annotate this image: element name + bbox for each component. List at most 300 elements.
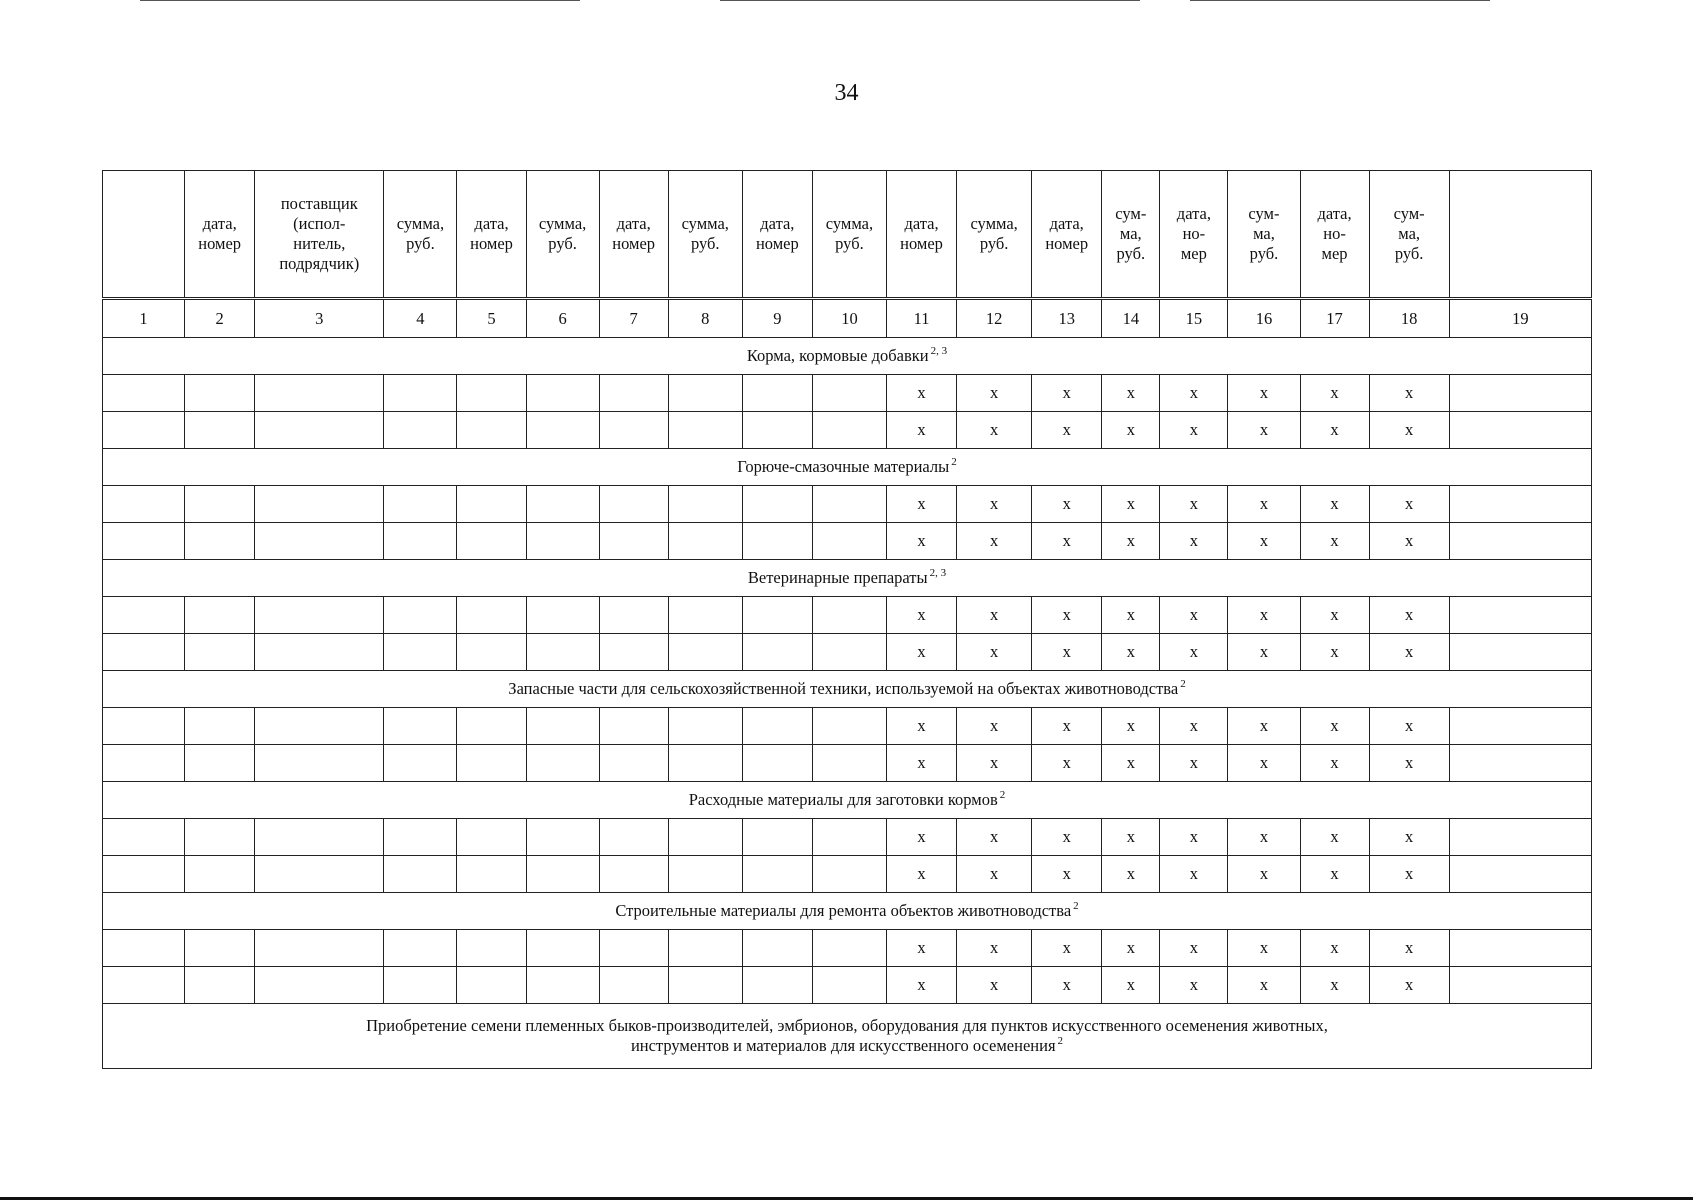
column-number-cell (668, 299, 742, 338)
column-number-cell (255, 299, 384, 338)
cross-mark-cell (1369, 819, 1449, 856)
cross-mark-cell (1228, 745, 1300, 782)
header-cell (812, 171, 886, 299)
cross-mark-cell-text: x (1126, 605, 1135, 625)
empty-cell (1449, 967, 1591, 1004)
cross-mark-cell (1160, 486, 1228, 523)
cross-mark-cell (1160, 375, 1228, 412)
section-header-row (103, 1004, 1592, 1069)
cross-mark-cell (887, 967, 957, 1004)
empty-cell (599, 819, 668, 856)
cross-mark-cell (1102, 930, 1160, 967)
cross-mark-cell-text: x (1126, 531, 1135, 551)
cross-mark-cell (1160, 634, 1228, 671)
cross-mark-cell (957, 745, 1032, 782)
empty-cell (812, 375, 886, 412)
cross-mark-cell (887, 375, 957, 412)
cross-mark-cell-text: x (1062, 864, 1071, 884)
cross-mark-cell-text: x (1405, 605, 1414, 625)
cross-mark-cell (887, 856, 957, 893)
empty-cell (457, 523, 526, 560)
cross-mark-cell (1160, 930, 1228, 967)
empty-cell (742, 856, 812, 893)
cross-mark-cell (1369, 708, 1449, 745)
cross-mark-cell-text: x (917, 420, 926, 440)
table-row (103, 819, 1592, 856)
empty-cell (255, 597, 384, 634)
empty-cell (103, 634, 185, 671)
column-number-cell-text: 1 (139, 308, 148, 328)
empty-cell (1449, 597, 1591, 634)
empty-cell (526, 486, 599, 523)
empty-cell (457, 597, 526, 634)
empty-cell (742, 412, 812, 449)
cross-mark-cell (1160, 856, 1228, 893)
empty-cell (812, 856, 886, 893)
cross-mark-cell (1032, 486, 1102, 523)
cross-mark-cell (1369, 486, 1449, 523)
cross-mark-cell (1032, 523, 1102, 560)
cross-mark-cell-text: x (1330, 716, 1339, 736)
cross-mark-cell-text: x (917, 864, 926, 884)
cross-mark-cell-text: x (1062, 494, 1071, 514)
empty-cell (384, 523, 457, 560)
cross-mark-cell-text: x (1062, 605, 1071, 625)
empty-cell (526, 523, 599, 560)
cross-mark-cell-text: x (1330, 975, 1339, 995)
cross-mark-cell (1228, 412, 1300, 449)
cross-mark-cell-text: x (1189, 938, 1198, 958)
cross-mark-cell-text: x (1126, 975, 1135, 995)
table-row (103, 930, 1592, 967)
cross-mark-cell-text: x (990, 531, 999, 551)
empty-cell (742, 819, 812, 856)
header-cell (957, 171, 1032, 299)
column-number-cell-text: 6 (558, 308, 567, 328)
header-cell-text: сум- ма, руб. (1248, 204, 1280, 263)
cross-mark-cell (1160, 708, 1228, 745)
cross-mark-cell (1300, 523, 1369, 560)
cross-mark-cell (1300, 597, 1369, 634)
column-number-cell (1102, 299, 1160, 338)
cross-mark-cell-text: x (1330, 938, 1339, 958)
cross-mark-cell-text: x (1189, 975, 1198, 995)
column-number-cell-text: 11 (913, 308, 930, 328)
cross-mark-cell (957, 486, 1032, 523)
empty-cell (742, 930, 812, 967)
empty-cell (599, 856, 668, 893)
table-row (103, 745, 1592, 782)
empty-cell (185, 708, 255, 745)
cross-mark-cell (1160, 597, 1228, 634)
cross-mark-cell (957, 412, 1032, 449)
cross-mark-cell-text: x (1405, 938, 1414, 958)
cross-mark-cell (1032, 967, 1102, 1004)
table-row (103, 412, 1592, 449)
cross-mark-cell-text: x (990, 420, 999, 440)
empty-cell (599, 597, 668, 634)
empty-cell (255, 523, 384, 560)
cross-mark-cell (887, 708, 957, 745)
cross-mark-cell-text: x (990, 605, 999, 625)
cross-mark-cell (1300, 930, 1369, 967)
cross-mark-cell-text: x (1259, 827, 1269, 847)
empty-cell (255, 856, 384, 893)
cross-mark-cell-text: x (1259, 753, 1269, 773)
scan-edge-line (1190, 0, 1490, 1)
empty-cell (103, 708, 185, 745)
column-number-cell (742, 299, 812, 338)
empty-cell (812, 745, 886, 782)
section-title: Горюче-смазочные материалы (737, 457, 950, 477)
cross-mark-cell (1369, 634, 1449, 671)
header-cell-text: сумма, руб. (396, 214, 445, 253)
cross-mark-cell-text: x (1259, 420, 1269, 440)
empty-cell (457, 819, 526, 856)
empty-cell (255, 708, 384, 745)
empty-cell (1449, 930, 1591, 967)
column-number-cell-text: 14 (1122, 308, 1140, 328)
cross-mark-cell (957, 708, 1032, 745)
empty-cell (457, 634, 526, 671)
cross-mark-cell-text: x (1405, 716, 1414, 736)
cross-mark-cell-text: x (917, 716, 926, 736)
header-cell (887, 171, 957, 299)
column-number-cell (887, 299, 957, 338)
section-title-cell (103, 893, 1592, 930)
empty-cell (457, 930, 526, 967)
header-cell-text: дата, номер (198, 214, 242, 253)
empty-cell (1449, 819, 1591, 856)
cross-mark-cell-text: x (990, 716, 999, 736)
cross-mark-cell-text: x (1259, 531, 1269, 551)
cross-mark-cell (957, 967, 1032, 1004)
empty-cell (526, 856, 599, 893)
cross-mark-cell-text: x (917, 383, 926, 403)
cross-mark-cell (1300, 967, 1369, 1004)
reporting-form-table (102, 170, 1592, 1069)
empty-cell (668, 523, 742, 560)
table-row (103, 856, 1592, 893)
cross-mark-cell-text: x (1259, 642, 1269, 662)
cross-mark-cell-text: x (1330, 642, 1339, 662)
section-header-row (103, 893, 1592, 930)
column-number-cell (526, 299, 599, 338)
empty-cell (812, 597, 886, 634)
scan-edge-line (140, 0, 580, 1)
cross-mark-cell (1228, 375, 1300, 412)
empty-cell (185, 819, 255, 856)
cross-mark-cell-text: x (1189, 420, 1198, 440)
cross-mark-cell-text: x (1405, 494, 1414, 514)
cross-mark-cell (1102, 375, 1160, 412)
empty-cell (103, 523, 185, 560)
cross-mark-cell-text: x (1330, 864, 1339, 884)
empty-cell (742, 375, 812, 412)
empty-cell (599, 930, 668, 967)
empty-cell (668, 930, 742, 967)
cross-mark-cell (1300, 745, 1369, 782)
empty-cell (668, 745, 742, 782)
cross-mark-cell (1228, 634, 1300, 671)
cross-mark-cell (1369, 412, 1449, 449)
header-cell (185, 171, 255, 299)
cross-mark-cell (1369, 597, 1449, 634)
empty-cell (668, 967, 742, 1004)
empty-cell (668, 819, 742, 856)
cross-mark-cell-text: x (1189, 605, 1198, 625)
cross-mark-cell-text: x (1405, 753, 1414, 773)
cross-mark-cell-text: x (1330, 420, 1339, 440)
header-cell (1228, 171, 1300, 299)
column-number-cell-text: 12 (985, 308, 1003, 328)
header-cell (457, 171, 526, 299)
section-header-row (103, 449, 1592, 486)
section-header-row (103, 560, 1592, 597)
section-footnote: 2 (1057, 1035, 1064, 1047)
cross-mark-cell (887, 634, 957, 671)
column-number-cell (1369, 299, 1449, 338)
header-cell-text: дата, номер (612, 214, 656, 253)
empty-cell (255, 634, 384, 671)
cross-mark-cell-text: x (1330, 531, 1339, 551)
cross-mark-cell-text: x (1062, 383, 1071, 403)
section-footnote: 2, 3 (930, 345, 948, 358)
cross-mark-cell (887, 486, 957, 523)
column-number-cell-text: 9 (773, 308, 782, 328)
empty-cell (526, 597, 599, 634)
cross-mark-cell-text: x (1259, 975, 1269, 995)
table-row (103, 597, 1592, 634)
empty-cell (255, 486, 384, 523)
empty-cell (457, 375, 526, 412)
cross-mark-cell-text: x (917, 975, 926, 995)
empty-cell (457, 856, 526, 893)
empty-cell (668, 486, 742, 523)
empty-cell (599, 708, 668, 745)
cross-mark-cell (1228, 486, 1300, 523)
column-number-cell-text: 18 (1400, 308, 1418, 328)
column-number-cell (599, 299, 668, 338)
empty-cell (1449, 412, 1591, 449)
empty-cell (668, 375, 742, 412)
column-number-cell-text: 8 (701, 308, 710, 328)
cross-mark-cell (1228, 523, 1300, 560)
cross-mark-cell-text: x (1259, 605, 1269, 625)
empty-cell (103, 486, 185, 523)
empty-cell (599, 745, 668, 782)
cross-mark-cell (887, 597, 957, 634)
cross-mark-cell (1102, 745, 1160, 782)
column-number-cell-text: 4 (416, 308, 425, 328)
empty-cell (599, 967, 668, 1004)
cross-mark-cell-text: x (990, 864, 999, 884)
cross-mark-cell-text: x (1126, 420, 1135, 440)
cross-mark-cell-text: x (1126, 383, 1135, 403)
empty-cell (103, 375, 185, 412)
cross-mark-cell (1032, 375, 1102, 412)
section-footnote: 2 (1180, 678, 1186, 691)
table-row (103, 375, 1592, 412)
column-number-cell (457, 299, 526, 338)
empty-cell (668, 634, 742, 671)
cross-mark-cell-text: x (1405, 383, 1414, 403)
empty-cell (185, 856, 255, 893)
cross-mark-cell (957, 930, 1032, 967)
header-cell-text: сумма, руб. (825, 214, 874, 253)
header-cell-text: дата, номер (1045, 214, 1089, 253)
table-row (103, 708, 1592, 745)
empty-cell (457, 708, 526, 745)
cross-mark-cell (1102, 634, 1160, 671)
empty-cell (599, 412, 668, 449)
column-number-cell-text: 10 (841, 308, 858, 328)
empty-cell (457, 486, 526, 523)
cross-mark-cell (957, 597, 1032, 634)
cross-mark-cell (1032, 745, 1102, 782)
empty-cell (1449, 856, 1591, 893)
table-row (103, 486, 1592, 523)
empty-cell (526, 708, 599, 745)
column-number-cell-text: 2 (215, 308, 224, 328)
section-title: Строительные материалы для ремонта объектов животноводства (615, 901, 1072, 921)
empty-cell (457, 967, 526, 1004)
cross-mark-cell-text: x (1126, 864, 1135, 884)
empty-cell (384, 634, 457, 671)
header-cell-text: сумма, руб. (538, 214, 587, 253)
empty-cell (185, 967, 255, 1004)
section-title-line: Приобретение семени племенных быков-производителей, эмбрионов, оборудования для пунктов искусственного осеменения животных, (366, 1016, 1328, 1036)
header-cell (1300, 171, 1369, 299)
empty-cell (526, 819, 599, 856)
empty-cell (812, 819, 886, 856)
column-number-cell (103, 299, 185, 338)
empty-cell (526, 930, 599, 967)
empty-cell (742, 745, 812, 782)
empty-cell (185, 745, 255, 782)
cross-mark-cell (1300, 375, 1369, 412)
section-title-line (105, 1036, 1589, 1056)
cross-mark-cell (1102, 523, 1160, 560)
empty-cell (742, 597, 812, 634)
cross-mark-cell-text: x (1330, 753, 1339, 773)
cross-mark-cell (1369, 856, 1449, 893)
empty-cell (526, 412, 599, 449)
cross-mark-cell-text: x (1126, 753, 1135, 773)
cross-mark-cell-text: x (1126, 716, 1135, 736)
cross-mark-cell-text: x (1189, 753, 1198, 773)
empty-cell (742, 708, 812, 745)
header-cell (255, 171, 384, 299)
cross-mark-cell (1228, 597, 1300, 634)
cross-mark-cell (1300, 634, 1369, 671)
empty-cell (103, 930, 185, 967)
cross-mark-cell (1032, 819, 1102, 856)
cross-mark-cell-text: x (1259, 864, 1269, 884)
empty-cell (457, 745, 526, 782)
cross-mark-cell-text: x (1330, 827, 1339, 847)
header-cell (742, 171, 812, 299)
cross-mark-cell-text: x (990, 975, 999, 995)
cross-mark-cell (887, 745, 957, 782)
empty-cell (255, 967, 384, 1004)
empty-cell (668, 856, 742, 893)
table-row (103, 523, 1592, 560)
column-number-cell-text: 3 (315, 308, 324, 328)
cross-mark-cell (1160, 819, 1228, 856)
empty-cell (1449, 523, 1591, 560)
section-title-cell (103, 338, 1592, 375)
empty-cell (668, 597, 742, 634)
cross-mark-cell (1369, 375, 1449, 412)
cross-mark-cell (1032, 634, 1102, 671)
section-title: Ветеринарные препараты (747, 568, 928, 588)
empty-cell (384, 856, 457, 893)
cross-mark-cell-text: x (1062, 753, 1071, 773)
cross-mark-cell (1300, 486, 1369, 523)
cross-mark-cell-text: x (1062, 827, 1071, 847)
cross-mark-cell-text: x (917, 642, 926, 662)
header-row (103, 171, 1592, 299)
cross-mark-cell-text: x (1062, 716, 1071, 736)
cross-mark-cell-text: x (1405, 975, 1414, 995)
section-header-row (103, 782, 1592, 819)
empty-cell (255, 375, 384, 412)
cross-mark-cell-text: x (917, 531, 926, 551)
cross-mark-cell (957, 523, 1032, 560)
cross-mark-cell (1228, 819, 1300, 856)
cross-mark-cell-text: x (1126, 494, 1135, 514)
empty-cell (103, 412, 185, 449)
column-number-cell (384, 299, 457, 338)
cross-mark-cell (1228, 856, 1300, 893)
empty-cell (526, 745, 599, 782)
cross-mark-cell-text: x (1189, 642, 1198, 662)
cross-mark-cell-text: x (1062, 938, 1071, 958)
column-number-cell (812, 299, 886, 338)
cross-mark-cell-text: x (1405, 864, 1414, 884)
header-cell (526, 171, 599, 299)
cross-mark-cell (1102, 412, 1160, 449)
header-cell-text: сум- ма, руб. (1115, 204, 1147, 263)
cross-mark-cell (887, 819, 957, 856)
header-cell-text: сумма, руб. (681, 214, 729, 253)
section-header-row (103, 338, 1592, 375)
column-number-cell-text: 17 (1326, 308, 1343, 328)
empty-cell (185, 375, 255, 412)
empty-cell (384, 819, 457, 856)
cross-mark-cell (1032, 412, 1102, 449)
section-title: Запасные части для сельскохозяйственной техники, используемой на объектах животноводства (508, 679, 1179, 699)
cross-mark-cell-text: x (1259, 494, 1269, 514)
header-cell-text: дата, номер (470, 214, 513, 253)
table-row (103, 967, 1592, 1004)
cross-mark-cell (1369, 930, 1449, 967)
header-cell-text: поставщик (испол- нитель, подрядчик) (279, 194, 360, 273)
column-number-cell-text: 13 (1058, 308, 1075, 328)
cross-mark-cell (1032, 597, 1102, 634)
cross-mark-cell (1369, 523, 1449, 560)
header-cell-text: сумма, руб. (970, 214, 1018, 253)
empty-cell (384, 375, 457, 412)
empty-cell (103, 967, 185, 1004)
cross-mark-cell-text: x (1062, 975, 1071, 995)
cross-mark-cell (1369, 745, 1449, 782)
cross-mark-cell-text: x (917, 827, 926, 847)
header-cell (1369, 171, 1449, 299)
empty-cell (1449, 634, 1591, 671)
cross-mark-cell-text: x (990, 383, 999, 403)
